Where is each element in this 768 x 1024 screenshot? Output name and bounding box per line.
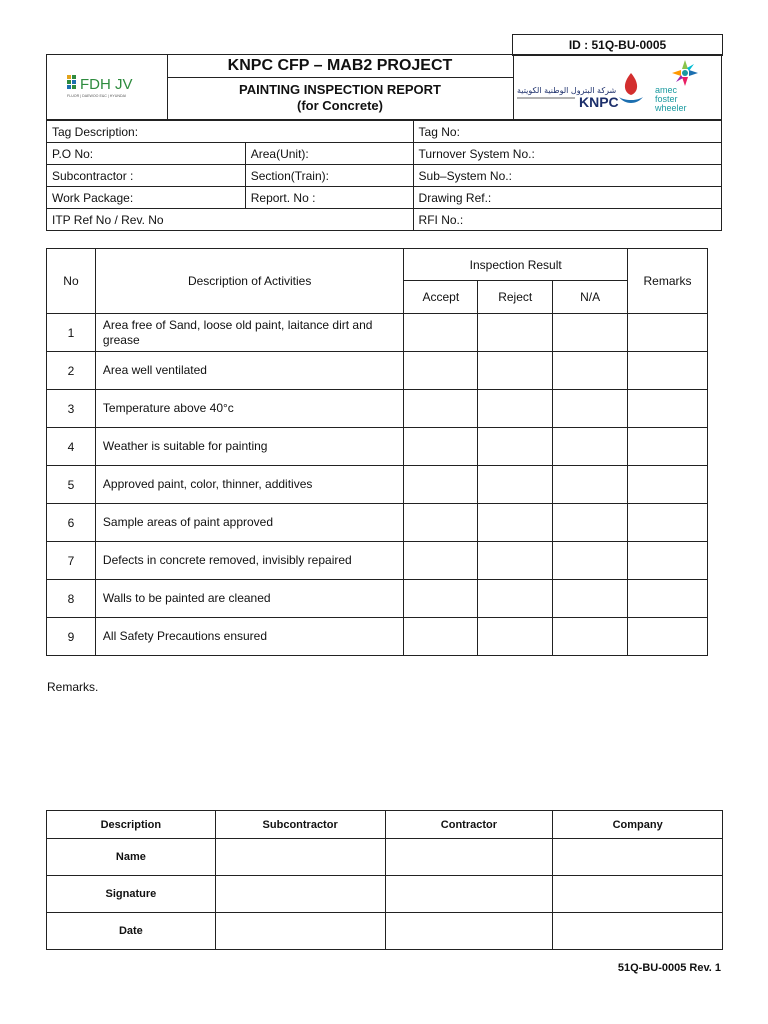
sig-signature-subcontractor[interactable] (215, 876, 385, 913)
signature-table (46, 810, 723, 950)
itp-ref-field[interactable] (47, 209, 414, 231)
activity-row (47, 314, 708, 352)
tag-no-label: Tag No: (418, 124, 460, 139)
footer-document-ref: 51Q-BU-0005 Rev. 1 (617, 962, 721, 974)
activity-description: Defects in concrete removed, invisibly repaired (95, 542, 403, 580)
work-package-field[interactable] (47, 187, 246, 209)
activity-reject-cell[interactable] (478, 504, 553, 542)
activity-description: Temperature above 40°c (95, 390, 403, 428)
report-subtitle: (for Concrete) (297, 98, 383, 113)
drawing-ref-field[interactable] (413, 187, 721, 209)
knpc-logo (517, 73, 643, 110)
activity-remarks-cell[interactable] (628, 466, 708, 504)
sig-name-company[interactable] (553, 839, 723, 876)
activity-no: 5 (47, 466, 96, 504)
activity-na-cell[interactable] (553, 504, 628, 542)
sig-name-subcontractor[interactable] (215, 839, 385, 876)
activity-remarks-cell[interactable] (628, 542, 708, 580)
tag-no-field[interactable] (413, 121, 721, 143)
po-no-label: P.O No: (52, 146, 94, 161)
activity-accept-cell[interactable] (404, 466, 478, 504)
activity-row (47, 618, 708, 656)
client-logos (513, 55, 721, 119)
activity-row (47, 352, 708, 390)
header-accept: Accept (404, 281, 478, 314)
po-no-field[interactable] (47, 143, 246, 165)
activity-remarks-cell[interactable] (628, 618, 708, 656)
area-unit-field[interactable] (245, 143, 413, 165)
report-info-table (46, 120, 722, 231)
activity-no: 6 (47, 504, 96, 542)
tag-description-label: Tag Description: (52, 124, 139, 139)
activity-reject-cell[interactable] (478, 542, 553, 580)
activity-reject-cell[interactable] (478, 390, 553, 428)
activity-description: Area well ventilated (95, 352, 403, 390)
activity-accept-cell[interactable] (404, 314, 478, 352)
activity-description: Walls to be painted are cleaned (95, 580, 403, 618)
sig-date-contractor[interactable] (385, 913, 553, 950)
sig-header-company: Company (553, 811, 723, 839)
activity-accept-cell[interactable] (404, 580, 478, 618)
sig-header-contractor: Contractor (385, 811, 553, 839)
activity-na-cell[interactable] (553, 390, 628, 428)
drawing-ref-label: Drawing Ref.: (418, 190, 492, 205)
sub-system-label: Sub–System No.: (418, 168, 512, 183)
fdh-jv-logo-text: FDH JV (80, 76, 133, 93)
activity-no: 8 (47, 580, 96, 618)
activity-reject-cell[interactable] (478, 580, 553, 618)
header-description: Description of Activities (95, 249, 403, 314)
activity-row (47, 390, 708, 428)
sig-date-company[interactable] (553, 913, 723, 950)
activity-remarks-cell[interactable] (628, 504, 708, 542)
rfi-no-field[interactable] (413, 209, 721, 231)
activity-na-cell[interactable] (553, 542, 628, 580)
header-na: N/A (553, 281, 628, 314)
itp-ref-label: ITP Ref No / Rev. No (52, 212, 164, 227)
foster-text: foster (655, 94, 678, 104)
sig-header-description: Description (47, 811, 216, 839)
sig-date-subcontractor[interactable] (215, 913, 385, 950)
subcontractor-field[interactable] (47, 165, 246, 187)
activities-table (46, 248, 708, 656)
activity-no: 1 (47, 314, 96, 352)
activity-description: Approved paint, color, thinner, additives (95, 466, 403, 504)
sig-row-signature-label: Signature (47, 876, 216, 913)
sig-signature-company[interactable] (553, 876, 723, 913)
sig-row-name-label: Name (47, 839, 216, 876)
subcontractor-label: Subcontractor : (52, 168, 134, 183)
section-train-field[interactable] (245, 165, 413, 187)
rfi-no-label: RFI No.: (418, 212, 464, 227)
activity-row (47, 580, 708, 618)
report-header (46, 54, 722, 120)
activity-accept-cell[interactable] (404, 352, 478, 390)
activity-reject-cell[interactable] (478, 466, 553, 504)
activity-no: 7 (47, 542, 96, 580)
header-no: No (47, 249, 96, 314)
report-title: PAINTING INSPECTION REPORT (239, 82, 441, 97)
activity-reject-cell[interactable] (478, 618, 553, 656)
activity-description: Sample areas of paint approved (95, 504, 403, 542)
activity-na-cell[interactable] (553, 466, 628, 504)
work-package-label: Work Package: (52, 190, 134, 205)
header-inspection-result: Inspection Result (404, 249, 628, 281)
activity-na-cell[interactable] (553, 580, 628, 618)
header-reject: Reject (478, 281, 553, 314)
activity-no: 9 (47, 618, 96, 656)
activity-description: Area free of Sand, loose old paint, laitance dirt and grease (95, 314, 403, 352)
knpc-flame-icon (625, 73, 637, 95)
activity-remarks-cell[interactable] (628, 428, 708, 466)
activity-description: Weather is suitable for painting (95, 428, 403, 466)
activity-reject-cell[interactable] (478, 428, 553, 466)
header-remarks: Remarks (628, 249, 708, 314)
fdh-jv-logo (47, 55, 168, 119)
report-no-label: Report. No : (250, 190, 316, 205)
activity-row (47, 466, 708, 504)
activity-na-cell[interactable] (553, 428, 628, 466)
remarks-label: Remarks. (47, 680, 99, 694)
activity-row (47, 504, 708, 542)
activity-na-cell[interactable] (553, 352, 628, 390)
sig-name-contractor[interactable] (385, 839, 553, 876)
activity-na-cell[interactable] (553, 314, 628, 352)
amec-text: amec (655, 85, 678, 95)
amec-foster-wheeler-logo (654, 60, 698, 113)
sub-system-field[interactable] (413, 165, 721, 187)
project-title: KNPC CFP – MAB2 PROJECT (167, 55, 513, 78)
activity-accept-cell[interactable] (404, 618, 478, 656)
report-no-field[interactable] (245, 187, 413, 209)
activity-no: 2 (47, 352, 96, 390)
sig-signature-contractor[interactable] (385, 876, 553, 913)
activity-description: All Safety Precautions ensured (95, 618, 403, 656)
activity-row (47, 542, 708, 580)
activity-remarks-cell[interactable] (628, 314, 708, 352)
activity-remarks-cell[interactable] (628, 580, 708, 618)
sig-row-date-label: Date (47, 913, 216, 950)
document-id: ID : 51Q-BU-0005 (512, 34, 723, 56)
activity-accept-cell[interactable] (404, 428, 478, 466)
activity-no: 4 (47, 428, 96, 466)
turnover-system-field[interactable] (413, 143, 721, 165)
activity-no: 3 (47, 390, 96, 428)
activity-remarks-cell[interactable] (628, 352, 708, 390)
activity-reject-cell[interactable] (478, 352, 553, 390)
tag-description-field[interactable] (47, 121, 414, 143)
turnover-system-label: Turnover System No.: (418, 146, 535, 161)
activity-na-cell[interactable] (553, 618, 628, 656)
knpc-text: KNPC (579, 94, 619, 110)
knpc-arabic-text: شركة البترول الوطنية الكويتية (517, 86, 617, 95)
activity-row (47, 428, 708, 466)
wheeler-text: wheeler (655, 103, 687, 113)
activity-remarks-cell[interactable] (628, 390, 708, 428)
sig-header-subcontractor: Subcontractor (215, 811, 385, 839)
activity-accept-cell[interactable] (404, 504, 478, 542)
area-unit-label: Area(Unit): (250, 146, 309, 161)
section-train-label: Section(Train): (250, 168, 329, 183)
activity-accept-cell[interactable] (404, 542, 478, 580)
activity-accept-cell[interactable] (404, 390, 478, 428)
fdh-jv-tagline: FLUOR | DAEWOO E&C | HYUNDAI (67, 94, 126, 98)
activity-reject-cell[interactable] (478, 314, 553, 352)
